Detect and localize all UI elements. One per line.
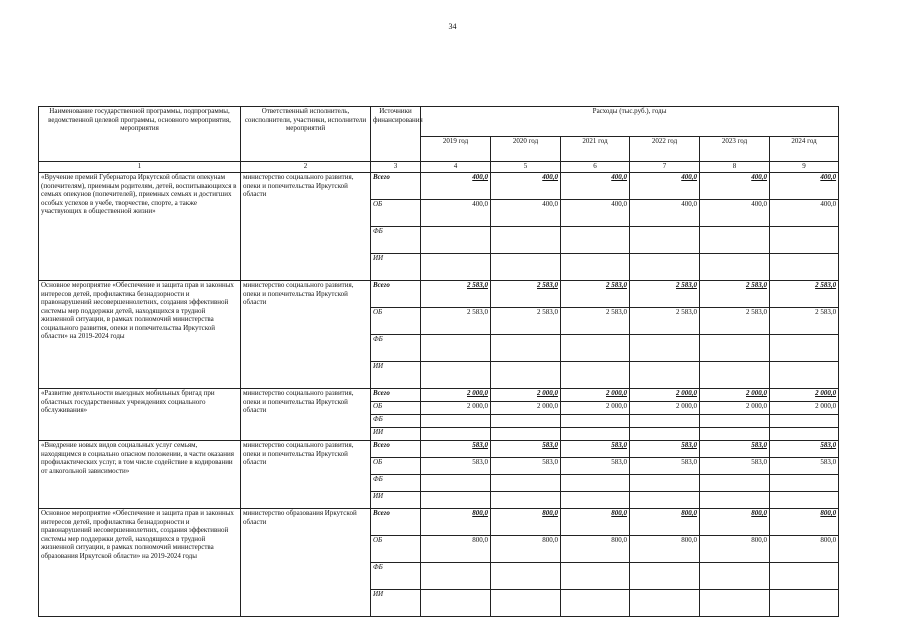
expense-value: 2 583,0 [491, 308, 561, 335]
expense-value: 400,0 [700, 200, 770, 227]
expense-value: 2 000,0 [630, 389, 700, 402]
funding-source: ФБ [371, 415, 421, 428]
expense-value: 800,0 [491, 536, 561, 563]
funding-source: ФБ [371, 475, 421, 492]
column-number: 2 [241, 162, 371, 173]
funding-source: Всего [371, 281, 421, 308]
funding-source: Всего [371, 173, 421, 200]
expense-value [630, 428, 700, 441]
expense-value [421, 227, 491, 254]
expense-value [421, 590, 491, 617]
expense-value: 2 583,0 [630, 308, 700, 335]
expense-value [770, 475, 839, 492]
expense-value [491, 362, 561, 389]
expense-value: 2 583,0 [561, 281, 630, 308]
expense-value: 2 583,0 [770, 281, 839, 308]
funding-source: ИИ [371, 362, 421, 389]
expense-value: 400,0 [770, 173, 839, 200]
expense-value: 400,0 [561, 173, 630, 200]
table-row [39, 441, 839, 458]
table-row [39, 173, 839, 200]
activity-name: «Развитие деятельности выездных мобильных бригад при областных государственных учреждениях социального обслуживания» [39, 389, 241, 441]
expense-value [630, 254, 700, 281]
expense-value: 2 583,0 [561, 308, 630, 335]
expense-value [770, 227, 839, 254]
executor: министерство социального развития, опеки и попечительства Иркутской области [241, 389, 371, 441]
expense-value: 583,0 [770, 458, 839, 475]
funding-source: ИИ [371, 590, 421, 617]
expense-value [561, 254, 630, 281]
expense-value: 400,0 [700, 173, 770, 200]
expense-value: 2 583,0 [700, 281, 770, 308]
executor: министерство социального развития, опеки и попечительства Иркутской области [241, 281, 371, 389]
expense-value: 800,0 [700, 509, 770, 536]
funding-source: ОБ [371, 308, 421, 335]
expense-value [561, 492, 630, 509]
expense-value [561, 415, 630, 428]
expense-value [700, 475, 770, 492]
expense-value [561, 335, 630, 362]
expense-value: 583,0 [561, 458, 630, 475]
expense-value: 2 583,0 [630, 281, 700, 308]
funding-source: ОБ [371, 536, 421, 563]
expense-value [561, 590, 630, 617]
column-number: 8 [700, 162, 770, 173]
column-number: 9 [770, 162, 839, 173]
expense-value: 400,0 [491, 200, 561, 227]
header-year: 2022 год [630, 136, 700, 161]
expense-value [770, 492, 839, 509]
funding-source: Всего [371, 509, 421, 536]
expense-value: 2 000,0 [491, 402, 561, 415]
expense-value: 400,0 [421, 173, 491, 200]
expense-value: 800,0 [700, 536, 770, 563]
expense-value [491, 428, 561, 441]
executor: министерство образования Иркутской области [241, 509, 371, 617]
expense-value: 583,0 [630, 458, 700, 475]
expense-value: 400,0 [770, 200, 839, 227]
expense-value: 583,0 [561, 441, 630, 458]
expense-value: 800,0 [491, 509, 561, 536]
funding-source: ОБ [371, 402, 421, 415]
header-year: 2019 год [421, 136, 491, 161]
expense-value [561, 362, 630, 389]
expense-value: 583,0 [630, 441, 700, 458]
expense-value [770, 415, 839, 428]
expense-value [700, 254, 770, 281]
expense-value [421, 563, 491, 590]
expense-value [630, 415, 700, 428]
column-numbers-row [39, 162, 839, 173]
executor: министерство социального развития, опеки и попечительства Иркутской области [241, 173, 371, 281]
expense-value: 2 000,0 [630, 402, 700, 415]
expense-value [491, 335, 561, 362]
expense-value [561, 428, 630, 441]
expense-value [421, 335, 491, 362]
expense-value: 2 000,0 [770, 389, 839, 402]
expense-value: 2 583,0 [421, 281, 491, 308]
expense-value: 400,0 [630, 200, 700, 227]
header-year: 2020 год [491, 136, 561, 161]
funding-source: ОБ [371, 200, 421, 227]
expense-value [700, 590, 770, 617]
expense-value [491, 227, 561, 254]
expense-value: 2 000,0 [491, 389, 561, 402]
funding-source: ИИ [371, 492, 421, 509]
column-number: 4 [421, 162, 491, 173]
expense-value [421, 475, 491, 492]
expense-value: 2 000,0 [700, 402, 770, 415]
expense-value: 2 000,0 [421, 389, 491, 402]
expense-value [630, 362, 700, 389]
expense-value: 583,0 [421, 441, 491, 458]
funding-source: Всего [371, 389, 421, 402]
expense-value [491, 475, 561, 492]
expense-value: 800,0 [421, 536, 491, 563]
expense-value [700, 415, 770, 428]
expense-value: 583,0 [700, 441, 770, 458]
expense-value: 583,0 [491, 458, 561, 475]
table-row [39, 389, 839, 402]
expense-value: 583,0 [491, 441, 561, 458]
expense-value: 400,0 [561, 200, 630, 227]
funding-source: ИИ [371, 254, 421, 281]
activity-name: «Внедрение новых видов социальных услуг семьям, находящимся в социально опасном положении, в части оказания профилактических услуг, в том числе содействие в кодировании от алкогольной зависимости» [39, 441, 241, 509]
expense-value [630, 492, 700, 509]
expense-value [491, 492, 561, 509]
expense-value [561, 563, 630, 590]
expense-value: 2 000,0 [770, 402, 839, 415]
expense-value: 800,0 [770, 509, 839, 536]
expense-value [491, 563, 561, 590]
expense-value [421, 492, 491, 509]
expense-value [700, 335, 770, 362]
expense-value: 400,0 [491, 173, 561, 200]
funding-source: ФБ [371, 227, 421, 254]
expense-value: 400,0 [630, 173, 700, 200]
expense-value: 2 000,0 [421, 402, 491, 415]
expense-value: 2 583,0 [700, 308, 770, 335]
activity-name: Основное мероприятие «Обеспечение и защита прав и законных интересов детей, профилактика безнадзорности и правонарушений несовершеннолетних, создания эффективной системы мер поддержки детей, находящихся в трудной жизненной ситуации, в рамках полномочий министерства социального развития, опеки и попечительства Иркутской области» на 2019-2024 годы [39, 281, 241, 389]
expense-value: 800,0 [421, 509, 491, 536]
funding-source: ФБ [371, 335, 421, 362]
column-number: 3 [371, 162, 421, 173]
column-number: 7 [630, 162, 700, 173]
header-source: Источники финансирования [371, 107, 421, 162]
expense-value: 800,0 [561, 536, 630, 563]
expense-value [770, 254, 839, 281]
page-number: 34 [448, 22, 457, 31]
column-number: 6 [561, 162, 630, 173]
expense-value: 2 000,0 [700, 389, 770, 402]
expense-value [421, 428, 491, 441]
expense-value [421, 362, 491, 389]
expense-value [700, 492, 770, 509]
expense-value: 2 583,0 [491, 281, 561, 308]
expense-value: 583,0 [421, 458, 491, 475]
table-row [39, 509, 839, 536]
expense-value [491, 415, 561, 428]
expense-value [561, 475, 630, 492]
expense-value [491, 254, 561, 281]
expense-value [630, 590, 700, 617]
header-row [39, 107, 839, 137]
expense-value [770, 335, 839, 362]
column-number: 1 [39, 162, 241, 173]
expense-value: 2 583,0 [770, 308, 839, 335]
activity-name: Основное мероприятие «Обеспечение и защита прав и законных интересов детей, профилактика безнадзорности и правонарушений несовершеннолетних, создания эффективной системы мер поддержки детей, находящихся в трудной жизненной ситуации, в рамках полномочий министерства образования Иркутской области» на 2019-2024 годы [39, 509, 241, 617]
header-year: 2023 год [700, 136, 770, 161]
expense-value [700, 227, 770, 254]
expense-value [700, 563, 770, 590]
expense-value [770, 362, 839, 389]
expense-value [630, 563, 700, 590]
expense-value [421, 254, 491, 281]
expense-value: 800,0 [630, 536, 700, 563]
header-executor: Ответственный исполнитель, соисполнители, участники, исполнители мероприятий [241, 107, 371, 162]
expense-value [700, 428, 770, 441]
executor: министерство социального развития, опеки и попечительства Иркутской области [241, 441, 371, 509]
expense-value: 800,0 [630, 509, 700, 536]
expense-value [630, 335, 700, 362]
header-year: 2024 год [770, 136, 839, 161]
expense-value [700, 362, 770, 389]
expense-value [421, 415, 491, 428]
expense-value: 583,0 [700, 458, 770, 475]
expense-value [770, 428, 839, 441]
expense-value: 2 000,0 [561, 402, 630, 415]
expense-value [770, 563, 839, 590]
expense-value [770, 590, 839, 617]
expense-value: 800,0 [561, 509, 630, 536]
expense-value [491, 590, 561, 617]
activity-name: «Вручение премий Губернатора Иркутской области опекунам (попечителям), приемным родителям, детей, воспитывающихся в семьях опекунов (попечителей), приемных семьях и достигших особых успехов в учебе, творчестве, спорте, а также участвующих в общественной жизни» [39, 173, 241, 281]
expense-value: 400,0 [421, 200, 491, 227]
funding-source: ФБ [371, 563, 421, 590]
funding-source: ИИ [371, 428, 421, 441]
expense-value [630, 475, 700, 492]
expenses-table [38, 106, 839, 617]
expense-value [561, 227, 630, 254]
expense-value [630, 227, 700, 254]
expense-value: 583,0 [770, 441, 839, 458]
funding-source: Всего [371, 441, 421, 458]
table-row [39, 281, 839, 308]
header-name: Наименование государственной программы, подпрограммы, ведомственной целевой программы, основного мероприятия, мероприятия [39, 107, 241, 162]
expense-value: 2 000,0 [561, 389, 630, 402]
column-number: 5 [491, 162, 561, 173]
header-year: 2021 год [561, 136, 630, 161]
expense-value: 800,0 [770, 536, 839, 563]
expense-value: 2 583,0 [421, 308, 491, 335]
header-expenses: Расходы (тыс.руб.), годы [421, 107, 839, 137]
funding-source: ОБ [371, 458, 421, 475]
